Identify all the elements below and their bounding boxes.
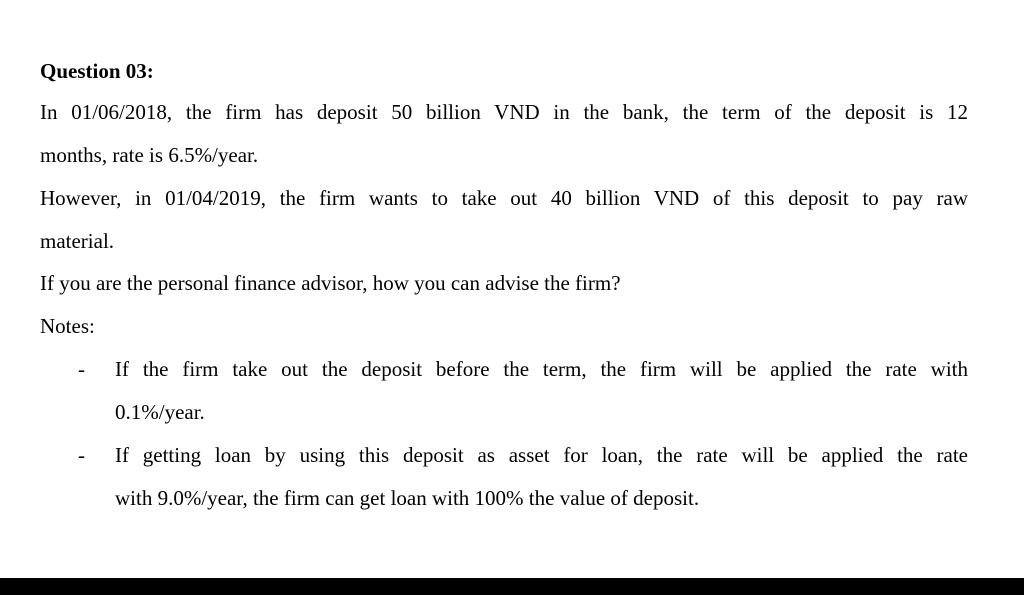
paragraph-2-line-2: material.: [40, 229, 115, 253]
note-2-line-2: with 9.0%/year, the firm can get loan with 100% the value of deposit.: [115, 486, 700, 510]
paragraph-2-line-1: However, in 01/04/2019, the firm wants to take out 40 billion VND of this deposit to pay raw: [40, 186, 968, 210]
notes-label: Notes:: [40, 314, 95, 338]
bottom-black-bar: [0, 578, 1024, 595]
note-1-line-1: If the firm take out the deposit before the term, the firm will be applied the rate with: [115, 357, 968, 381]
note-dash-2: -: [78, 443, 85, 467]
note-2-line-1: If getting loan by using this deposit as asset for loan, the rate will be applied the rate: [115, 443, 968, 467]
note-1-line-2: 0.1%/year.: [115, 400, 205, 424]
question-text: If you are the personal finance advisor, how you can advise the firm?: [40, 271, 621, 295]
question-title: Question 03:: [40, 59, 154, 83]
note-dash-1: -: [78, 357, 85, 381]
paragraph-1-line-1: In 01/06/2018, the firm has deposit 50 billion VND in the bank, the term of the deposit is 12: [40, 100, 968, 124]
paragraph-1-line-2: months, rate is 6.5%/year.: [40, 143, 259, 167]
